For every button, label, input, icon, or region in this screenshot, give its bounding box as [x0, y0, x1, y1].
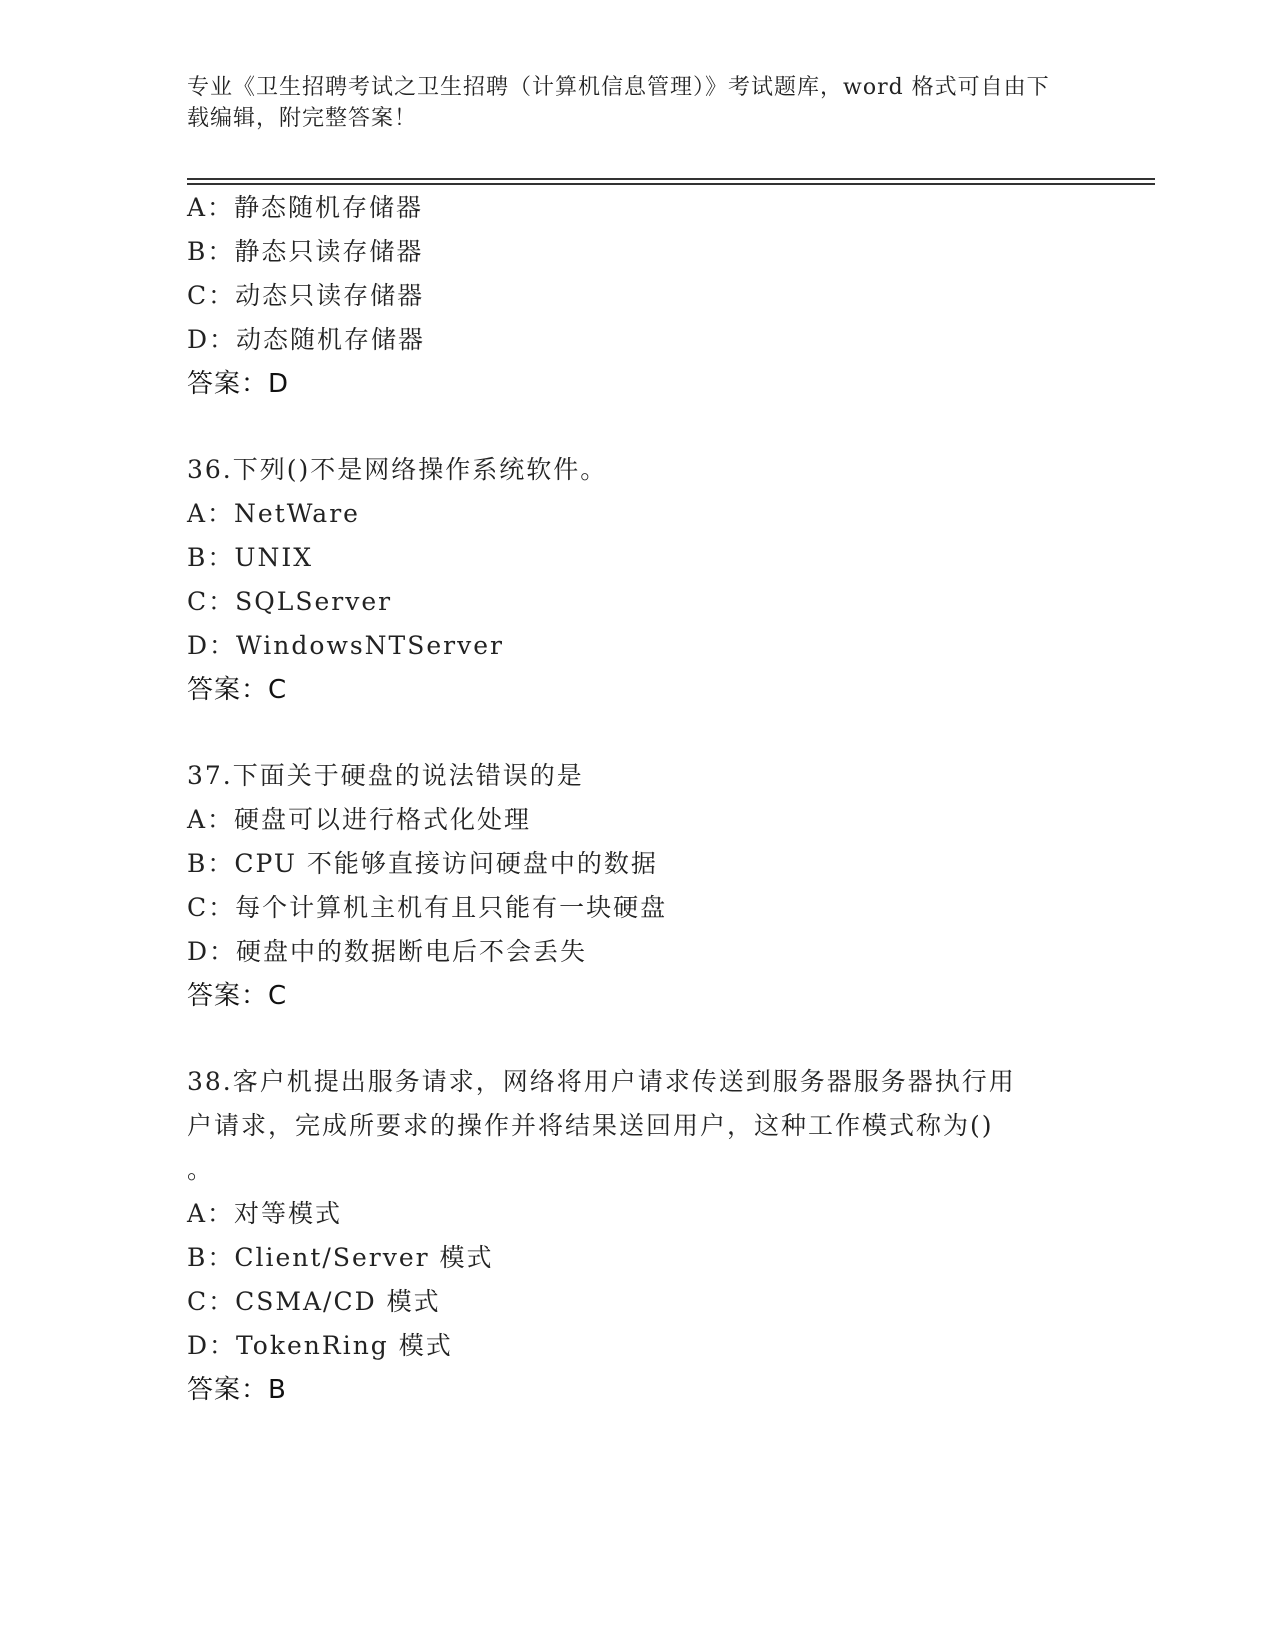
question-37-option-c: C：每个计算机主机有且只能有一块硬盘 [187, 893, 668, 922]
question-35-option-d: D：动态随机存储器 [187, 325, 426, 354]
question-36-option-a: A：NetWare [187, 499, 360, 528]
question-36-option-d: D：WindowsNTServer [187, 631, 504, 660]
question-35-option-a: A：静态随机存储器 [187, 193, 424, 222]
question-38-option-d: D：TokenRing 模式 [187, 1331, 453, 1360]
header-divider-top [187, 178, 1155, 180]
question-38-stem-line-1: 38.客户机提出服务请求，网络将用户请求传送到服务器服务器执行用 [187, 1067, 1016, 1096]
question-37-option-d: D：硬盘中的数据断电后不会丢失 [187, 937, 588, 966]
question-38-stem-line-3: 。 [187, 1155, 215, 1184]
question-35-answer: 答案：D [187, 369, 290, 399]
question-36-answer: 答案：C [187, 675, 288, 705]
question-38-answer: 答案：B [187, 1375, 287, 1405]
question-36-stem: 36.下列()不是网络操作系统软件。 [187, 455, 608, 484]
document-header: 专业《卫生招聘考试之卫生招聘（计算机信息管理）》考试题库，word 格式可自由下载编辑，附完整答案！ [187, 75, 1050, 131]
question-38-option-b: B：Client/Server 模式 [187, 1243, 494, 1272]
question-37-stem: 37.下面关于硬盘的说法错误的是 [187, 761, 584, 790]
question-35-option-b: B：静态只读存储器 [187, 237, 424, 266]
question-38-option-a: A：对等模式 [187, 1199, 343, 1228]
question-38-option-c: C：CSMA/CD 模式 [187, 1287, 441, 1316]
header-divider-bottom [187, 183, 1155, 185]
question-36-option-c: C：SQLServer [187, 587, 393, 616]
question-37-option-a: A：硬盘可以进行格式化处理 [187, 805, 532, 834]
question-36-option-b: B：UNIX [187, 543, 313, 572]
question-35-option-c: C：动态只读存储器 [187, 281, 425, 310]
question-37-option-b: B：CPU 不能够直接访问硬盘中的数据 [187, 849, 658, 878]
question-38-stem-line-2: 户请求，完成所要求的操作并将结果送回用户，这种工作模式称为() [187, 1111, 994, 1140]
question-37-answer: 答案：C [187, 981, 288, 1011]
